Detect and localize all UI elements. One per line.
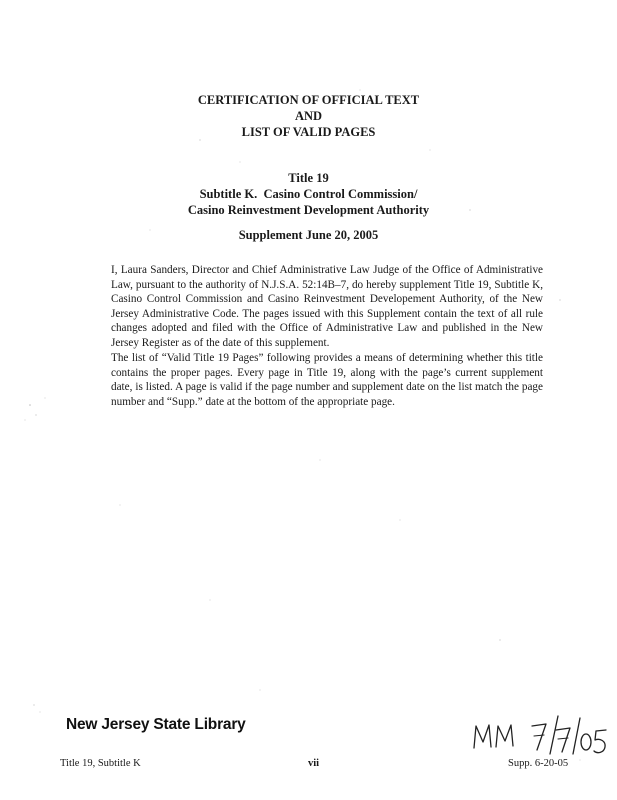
footer-page-number: vii — [308, 758, 320, 769]
subtitle-line-2: Casino Reinvestment Development Authority — [187, 203, 430, 217]
footer-supp-date: Supp. 6-20-05 — [508, 758, 569, 769]
subtitle-heading — [0, 170, 617, 218]
library-stamp: New Jersey State Library — [66, 716, 246, 733]
certification-line-2: AND — [294, 109, 323, 123]
certification-line-3: LIST OF VALID PAGES — [241, 125, 376, 139]
handwritten-initials-date — [470, 712, 610, 758]
certification-heading — [0, 92, 617, 140]
footer-title: Title 19, Subtitle K — [60, 758, 141, 769]
subtitle-line-1: Subtitle K. Casino Control Commission/ — [199, 187, 418, 201]
certification-line-1: CERTIFICATION OF OFFICIAL TEXT — [197, 93, 420, 107]
title-number: Title 19 — [288, 171, 329, 185]
certification-paragraph: I, Laura Sanders, Director and Chief Administrative Law Judge of the Office of Administrative Law, pursuant to the authority of N.J.S.A. 52:14B–7, do hereby supplement Title 19, Subtitle K, Casino Control Commission and Casino Reinvestment Developement Authority, of the New Jersey Administrative Code. The pages issued with this Supplement contain the text of all rule changes adopted and filed with the Office of Administrative Law and published in the New Jersey Register as of the date of this supplement. — [111, 264, 543, 349]
supplement-date-heading: Supplement June 20, 2005 — [238, 228, 379, 242]
valid-pages-paragraph: The list of “Valid Title 19 Pages” following provides a means of determining whether this title contains the proper pages. Every page in Title 19, along with the page’s current supplement date, is listed. A page is valid if the page number and supplement date on the list match the page number and “Supp.” date at the bottom of the appropriate page. — [111, 352, 543, 408]
